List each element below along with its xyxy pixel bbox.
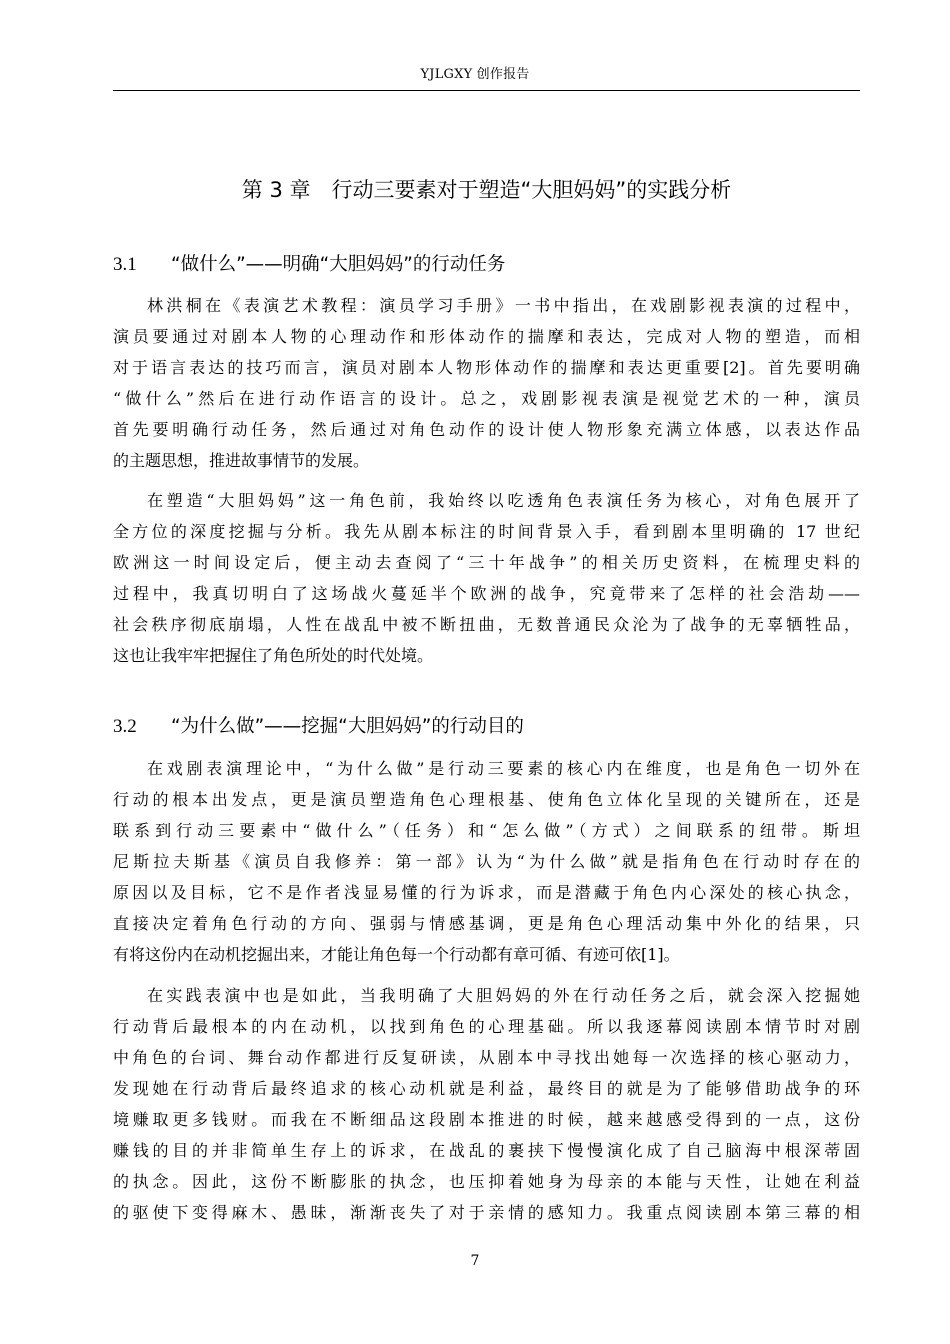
text-line: 在塑造“大胆妈妈”这一角色前，我始终以吃透角色表演任务为核心，对角色展开了 bbox=[147, 491, 860, 510]
text-line: 行动背后最根本的内在动机，以找到角色的心理基础。所以我逐幕阅读剧本情节时对剧 bbox=[113, 1017, 860, 1036]
text-line: “做什么”然后在进行动作语言的设计。总之，戏剧影视表演是视觉艺术的一种，演员 bbox=[113, 389, 860, 408]
header-divider bbox=[113, 90, 860, 91]
text-line: 对于语言表达的技巧而言，演员对剧本人物形体动作的揣摩和表达更重要[2]。首先要明确 bbox=[113, 358, 860, 377]
text-line: 在实践表演中也是如此，当我明确了大胆妈妈的外在行动任务之后，就会深入挖掘她 bbox=[147, 986, 860, 1005]
text-line: 有将这份内在动机挖掘出来，才能让角色每一个行动都有章可循、有迹可依[1]。 bbox=[113, 945, 680, 964]
text-line: 中角色的台词、舞台动作都进行反复研读，从剧本中寻找出她每一次选择的核心驱动力， bbox=[113, 1048, 860, 1067]
text-line: 的驱使下变得麻木、愚昧，渐渐丧失了对于亲情的感知力。我重点阅读剧本第三幕的相 bbox=[113, 1203, 860, 1222]
text-line: 发现她在行动背后最终追求的核心动机就是利益，最终目的就是为了能够借助战争的环 bbox=[113, 1079, 860, 1098]
text-line: 林洪桐在《表演艺术教程：演员学习手册》一书中指出，在戏剧影视表演的过程中， bbox=[147, 296, 860, 315]
section-3-1-paragraph-2 bbox=[113, 485, 860, 671]
page-header: YJLGXY 创作报告 bbox=[420, 67, 530, 82]
text-line: 境赚取更多钱财。而我在不断细品这段剧本推进的时候，越来越感受得到的一点，这份 bbox=[113, 1110, 860, 1129]
section-title: “为什么做”——挖掘“大胆妈妈”的行动目的 bbox=[171, 716, 524, 737]
text-line: 首先要明确行动任务，然后通过对角色动作的设计使人物形象充满立体感，以表达作品 bbox=[113, 420, 860, 439]
section-number: 3.1 bbox=[113, 254, 137, 275]
text-line: 的主题思想，推进故事情节的发展。 bbox=[113, 451, 370, 470]
section-number: 3.2 bbox=[113, 716, 137, 737]
text-line: 尼斯拉夫斯基《演员自我修养：第一部》认为“为什么做”就是指角色在行动时存在的 bbox=[113, 852, 860, 871]
text-line: 这也让我牢牢把握住了角色所处的时代处境。 bbox=[113, 646, 434, 665]
text-line: 在戏剧表演理论中，“为什么做”是行动三要素的核心内在维度，也是角色一切外在 bbox=[147, 759, 860, 778]
text-line: 全方位的深度挖掘与分析。我先从剧本标注的时间背景入手，看到剧本里明确的 17 世纪 bbox=[113, 522, 860, 541]
text-line: 过程中，我真切明白了这场战火蔓延半个欧洲的战争，究竟带来了怎样的社会浩劫—— bbox=[113, 584, 860, 603]
text-line: 直接决定着角色行动的方向、强弱与情感基调，更是角色心理活动集中外化的结果，只 bbox=[113, 914, 860, 933]
text-line: 演员要通过对剧本人物的心理动作和形体动作的揣摩和表达，完成对人物的塑造，而相 bbox=[113, 327, 860, 346]
section-heading-3-1 bbox=[113, 250, 860, 280]
section-3-1-paragraph-1 bbox=[113, 290, 860, 476]
section-heading-3-2 bbox=[113, 712, 860, 742]
section-title: “做什么”——明确“大胆妈妈”的行动任务 bbox=[171, 254, 506, 275]
text-line: 社会秩序彻底崩塌，人性在战乱中被不断扭曲，无数普通民众沦为了战争的无辜牺牲品， bbox=[113, 615, 860, 634]
text-line: 的执念。因此，这份不断膨胀的执念，也压抑着她身为母亲的本能与天性，让她在利益 bbox=[113, 1172, 860, 1191]
text-line: 行动的根本出发点，更是演员塑造角色心理根基、使角色立体化呈现的关键所在，还是 bbox=[113, 790, 860, 809]
text-line: 赚钱的目的并非简单生存上的诉求，在战乱的裹挟下慢慢演化成了自己脑海中根深蒂固 bbox=[113, 1141, 860, 1160]
section-3-2-paragraph-2 bbox=[113, 980, 860, 1228]
section-3-2-paragraph-1 bbox=[113, 753, 860, 970]
page-number: 7 bbox=[470, 1253, 480, 1269]
chapter-title: 第 3 章 行动三要素对于塑造“大胆妈妈”的实践分析 bbox=[241, 178, 732, 202]
text-line: 联系到行动三要素中“做什么”（任务）和“怎么做”（方式）之间联系的纽带。斯坦 bbox=[113, 821, 860, 840]
text-line: 原因以及目标，它不是作者浅显易懂的行为诉求，而是潜藏于角色内心深处的核心执念， bbox=[113, 883, 860, 902]
text-line: 欧洲这一时间设定后，便主动去查阅了“三十年战争”的相关历史资料，在梳理史料的 bbox=[113, 553, 860, 572]
